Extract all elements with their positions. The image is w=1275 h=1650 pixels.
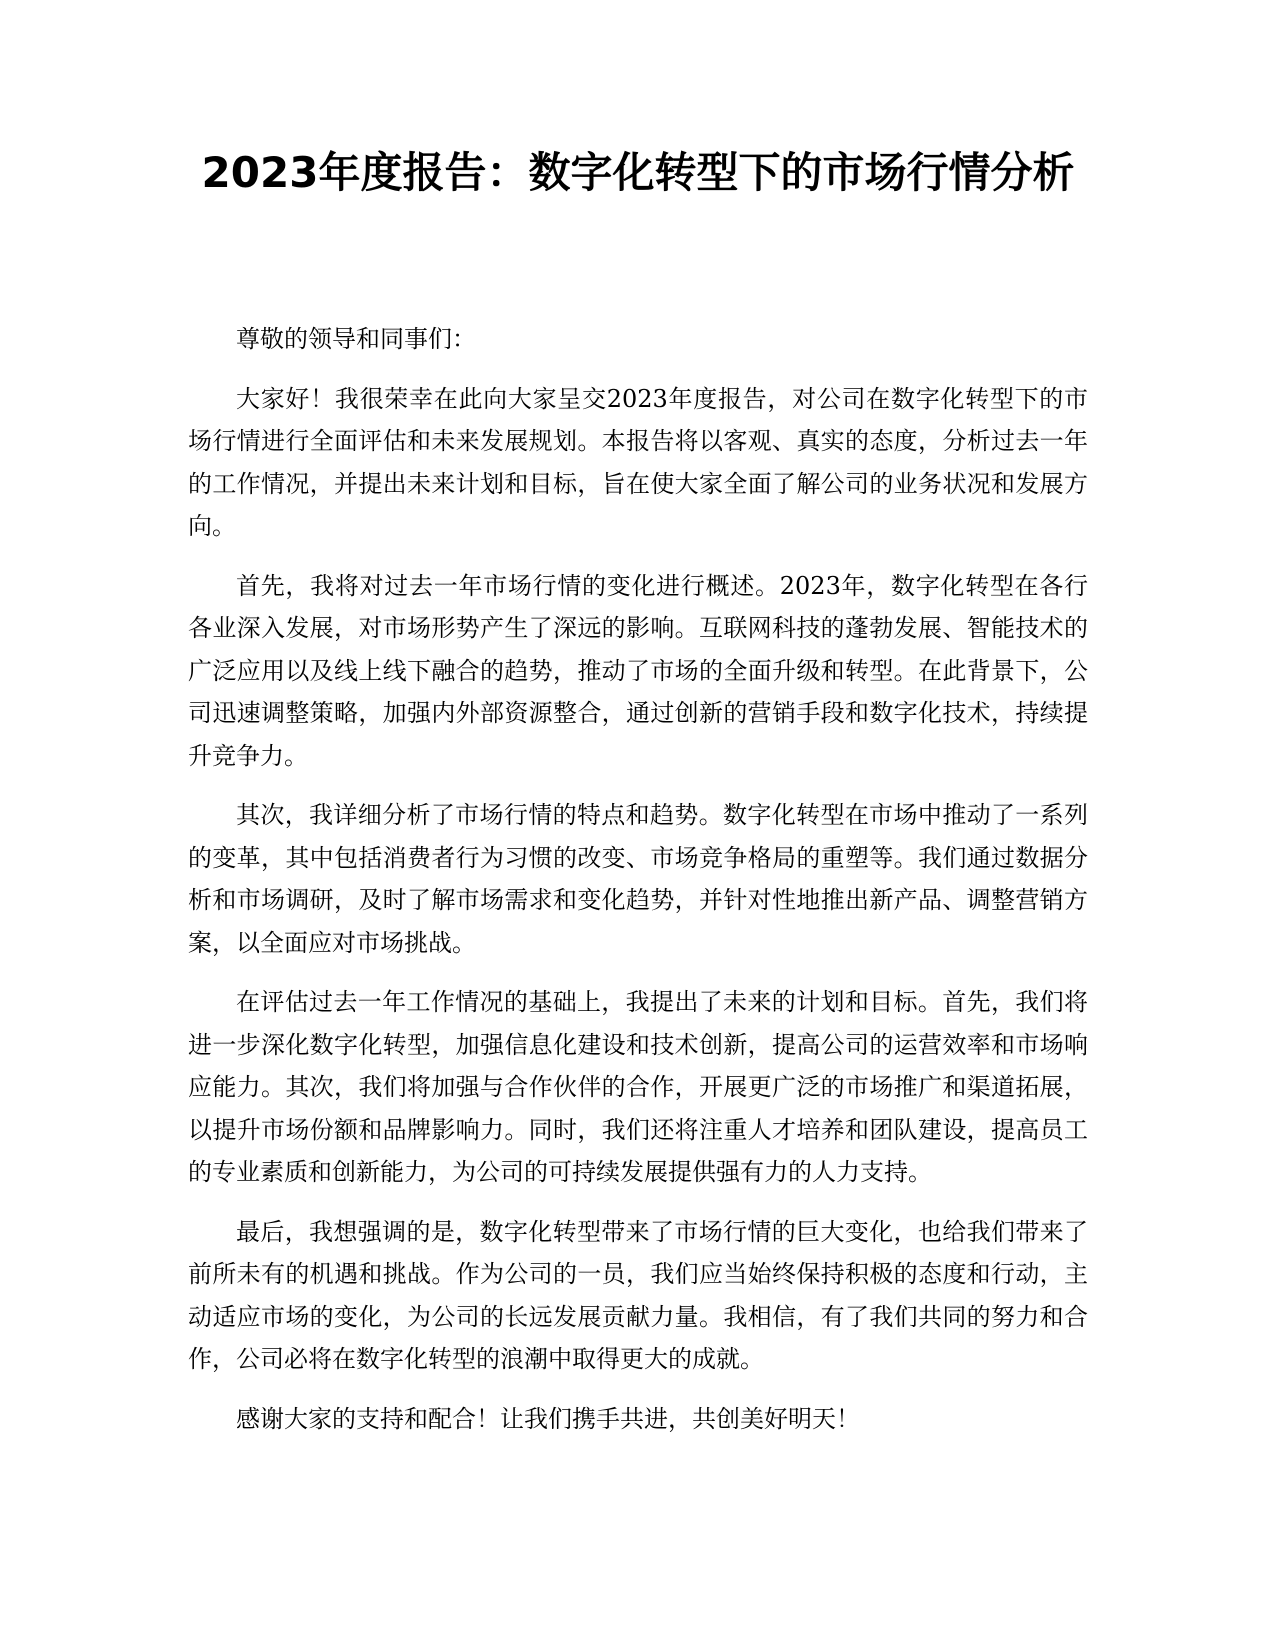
salutation-paragraph: 尊敬的领导和同事们： <box>236 325 476 353</box>
market-analysis-paragraph: 其次，我详细分析了市场行情的特点和趋势。数字化转型在市场中推动了一系列的变革，其中包括消费者行为习惯的改变、市场竞争格局的重塑等。我们通过数据分析和市场调研，及时了解市场需求和变化趋势，并针对性地推出新产品、调整营销方案，以全面应对市场挑战。 <box>188 801 1088 957</box>
market-overview-paragraph: 首先，我将对过去一年市场行情的变化进行概述。2023年，数字化转型在各行各业深入发展，对市场形势产生了深远的影响。互联网科技的蓬勃发展、智能技术的广泛应用以及线上线下融合的趋势，推动了市场的全面升级和转型。在此背景下，公司迅速调整策略，加强内外部资源整合，通过创新的营销手段和数字化技术，持续提升竞争力。 <box>188 571 1088 770</box>
document-body <box>188 318 1088 1457</box>
future-plan-paragraph: 在评估过去一年工作情况的基础上，我提出了未来的计划和目标。首先，我们将进一步深化数字化转型，加强信息化建设和技术创新，提高公司的运营效率和市场响应能力。其次，我们将加强与合作伙伴的合作，开展更广泛的市场推广和渠道拓展，以提升市场份额和品牌影响力。同时，我们还将注重人才培养和团队建设，提高员工的专业素质和创新能力，为公司的可持续发展提供强有力的人力支持。 <box>188 988 1088 1186</box>
intro-paragraph: 大家好！我很荣幸在此向大家呈交2023年度报告，对公司在数字化转型下的市场行情进行全面评估和未来发展规划。本报告将以客观、真实的态度，分析过去一年的工作情况，并提出未来计划和目标，旨在使大家全面了解公司的业务状况和发展方向。 <box>188 384 1088 540</box>
document-title: 2023年度报告：数字化转型下的市场行情分析 <box>201 148 1075 197</box>
conclusion-paragraph: 最后，我想强调的是，数字化转型带来了市场行情的巨大变化，也给我们带来了前所未有的机遇和挑战。作为公司的一员，我们应当始终保持积极的态度和行动，主动适应市场的变化，为公司的长远发展贡献力量。我相信，有了我们共同的努力和合作，公司必将在数字化转型的浪潮中取得更大的成就。 <box>188 1217 1088 1373</box>
closing-paragraph: 感谢大家的支持和配合！让我们携手共进，共创美好明天！ <box>236 1404 860 1433</box>
